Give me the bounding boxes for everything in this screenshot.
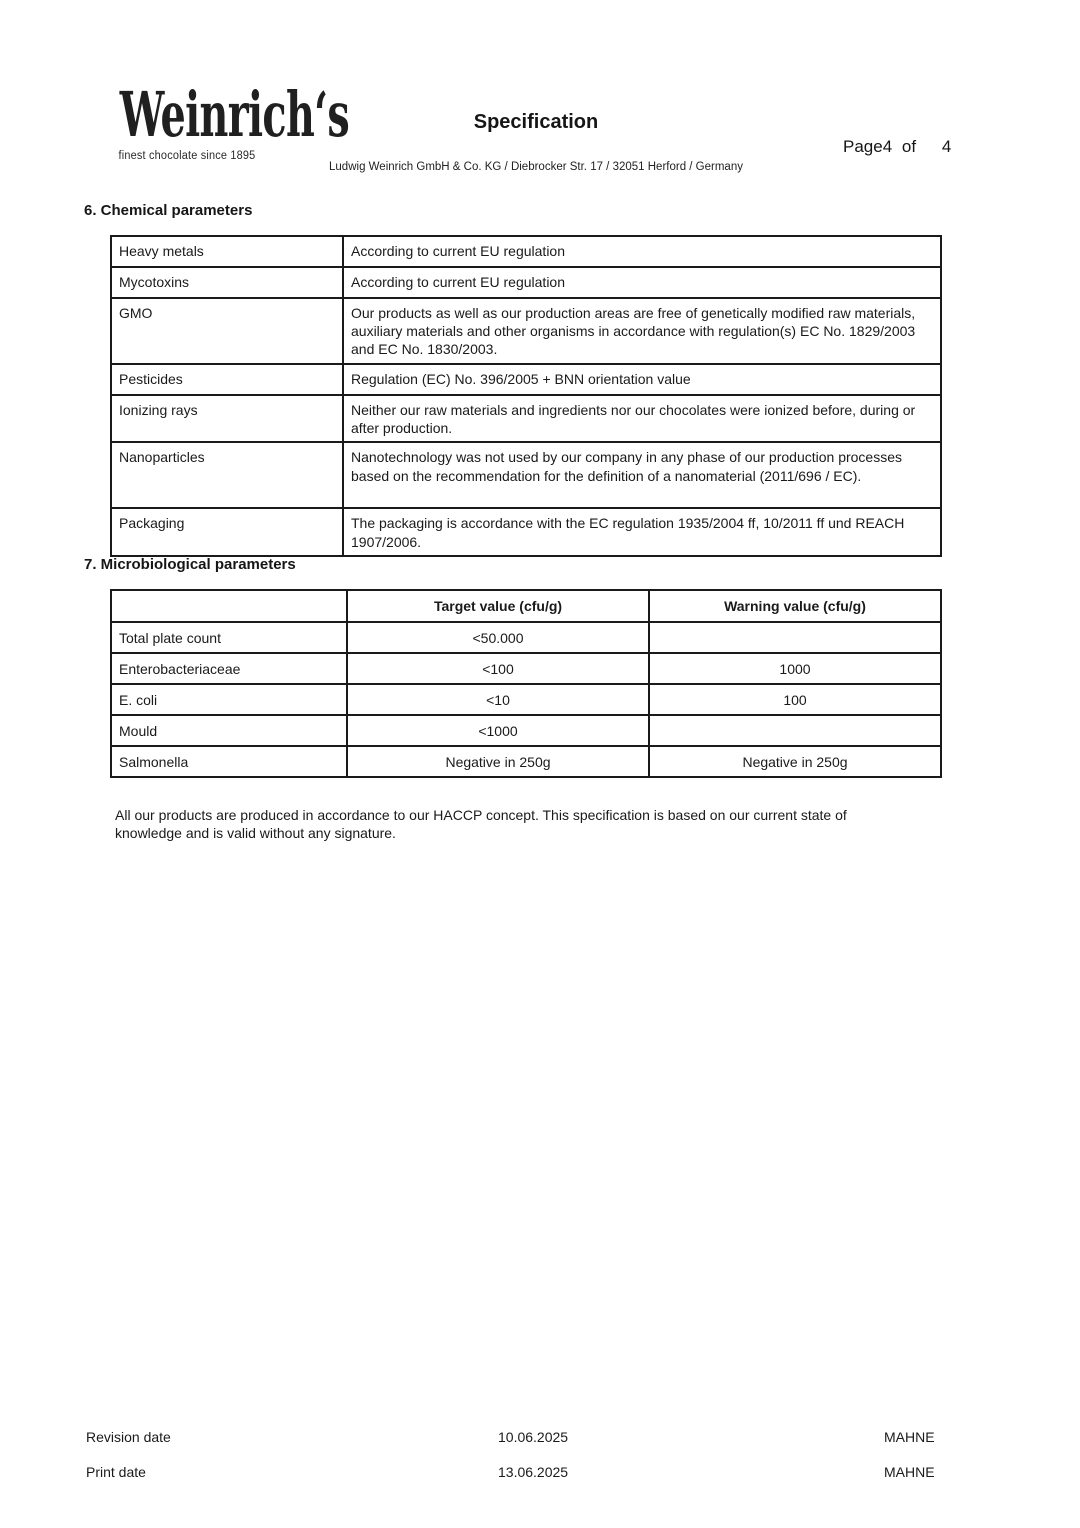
- row-label: Heavy metals: [111, 236, 343, 267]
- table-row: [111, 395, 941, 442]
- logo-wordmark: Weinrich‘s: [119, 78, 350, 151]
- footer-label: Print date: [86, 1464, 146, 1480]
- section-heading-chemical: 6. Chemical parameters: [84, 202, 253, 219]
- footer-date: 10.06.2025: [498, 1429, 569, 1445]
- row-value: According to current EU regulation: [343, 236, 941, 267]
- warning-value: [649, 622, 941, 653]
- row-label: Mycotoxins: [111, 267, 343, 298]
- row-label: Pesticides: [111, 364, 343, 395]
- table-row: [111, 267, 941, 298]
- column-header: Warning value (cfu/g): [649, 590, 941, 622]
- page-current: 4: [882, 137, 893, 156]
- row-label: Mould: [111, 715, 347, 746]
- target-value: <50.000: [347, 622, 649, 653]
- chemical-parameters-table: [110, 235, 942, 557]
- footer-row: [0, 1429, 1080, 1449]
- footer-row: [0, 1464, 1080, 1484]
- target-value: <10: [347, 684, 649, 715]
- section-heading-microbiological: 7. Microbiological parameters: [84, 556, 296, 573]
- microbiological-parameters-table: [110, 589, 942, 778]
- row-label: E. coli: [111, 684, 347, 715]
- footer-date: 13.06.2025: [498, 1464, 569, 1480]
- row-value: The packaging is accordance with the EC regulation 1935/2004 ff, 10/2011 ff und REACH 1907/2006.: [343, 508, 941, 555]
- column-header: Target value (cfu/g): [347, 590, 649, 622]
- row-label: Salmonella: [111, 746, 347, 777]
- row-value: Nanotechnology was not used by our company in any phase of our production processes based on the recommendation for the definition of a nanomaterial (2011/696 / EC).: [343, 442, 941, 508]
- table-row: [111, 442, 941, 508]
- page-of-label: of: [901, 137, 917, 156]
- row-label: GMO: [111, 298, 343, 364]
- row-value: Neither our raw materials and ingredients nor our chocolates were ionized before, during or after production.: [343, 395, 941, 442]
- table-row: [111, 236, 941, 267]
- target-value: <1000: [347, 715, 649, 746]
- row-label: Enterobacteriaceae: [111, 653, 347, 684]
- target-value: <100: [347, 653, 649, 684]
- table-header-row: [111, 590, 941, 622]
- row-value: Our products as well as our production areas are free of genetically modified raw materials, auxiliary materials and other organisms in accordance with regulation(s) EC No. 1829/2003 and EC No. 1830/2003.: [343, 298, 941, 364]
- page-total: 4: [941, 137, 952, 156]
- row-value: Regulation (EC) No. 396/2005 + BNN orientation value: [343, 364, 941, 395]
- haccp-note: All our products are produced in accordance to our HACCP concept. This specification is based on our current state of knowledge and is valid without any signature.: [115, 807, 847, 842]
- table-row: [111, 622, 941, 653]
- warning-value: [649, 715, 941, 746]
- table-row: [111, 746, 941, 777]
- logo-tagline: finest chocolate since 1895: [118, 150, 256, 162]
- row-value: According to current EU regulation: [343, 267, 941, 298]
- row-label: Total plate count: [111, 622, 347, 653]
- table-row: [111, 715, 941, 746]
- warning-value: 100: [649, 684, 941, 715]
- page-indicator: [843, 137, 951, 157]
- footer-author: MAHNE: [884, 1464, 935, 1480]
- document-title: Specification: [473, 111, 599, 133]
- column-header: [111, 590, 347, 622]
- table-row: [111, 653, 941, 684]
- row-label: Ionizing rays: [111, 395, 343, 442]
- target-value: Negative in 250g: [347, 746, 649, 777]
- footer-label: Revision date: [86, 1429, 171, 1445]
- company-address: Ludwig Weinrich GmbH & Co. KG / Diebrocker Str. 17 / 32051 Herford / Germany: [329, 161, 743, 173]
- table-row: [111, 684, 941, 715]
- row-label: Nanoparticles: [111, 442, 343, 508]
- table-row: [111, 508, 941, 555]
- page-label: Page: [843, 137, 883, 156]
- table-row: [111, 364, 941, 395]
- footer-author: MAHNE: [884, 1429, 935, 1445]
- table-row: [111, 298, 941, 364]
- warning-value: 1000: [649, 653, 941, 684]
- warning-value: Negative in 250g: [649, 746, 941, 777]
- row-label: Packaging: [111, 508, 343, 555]
